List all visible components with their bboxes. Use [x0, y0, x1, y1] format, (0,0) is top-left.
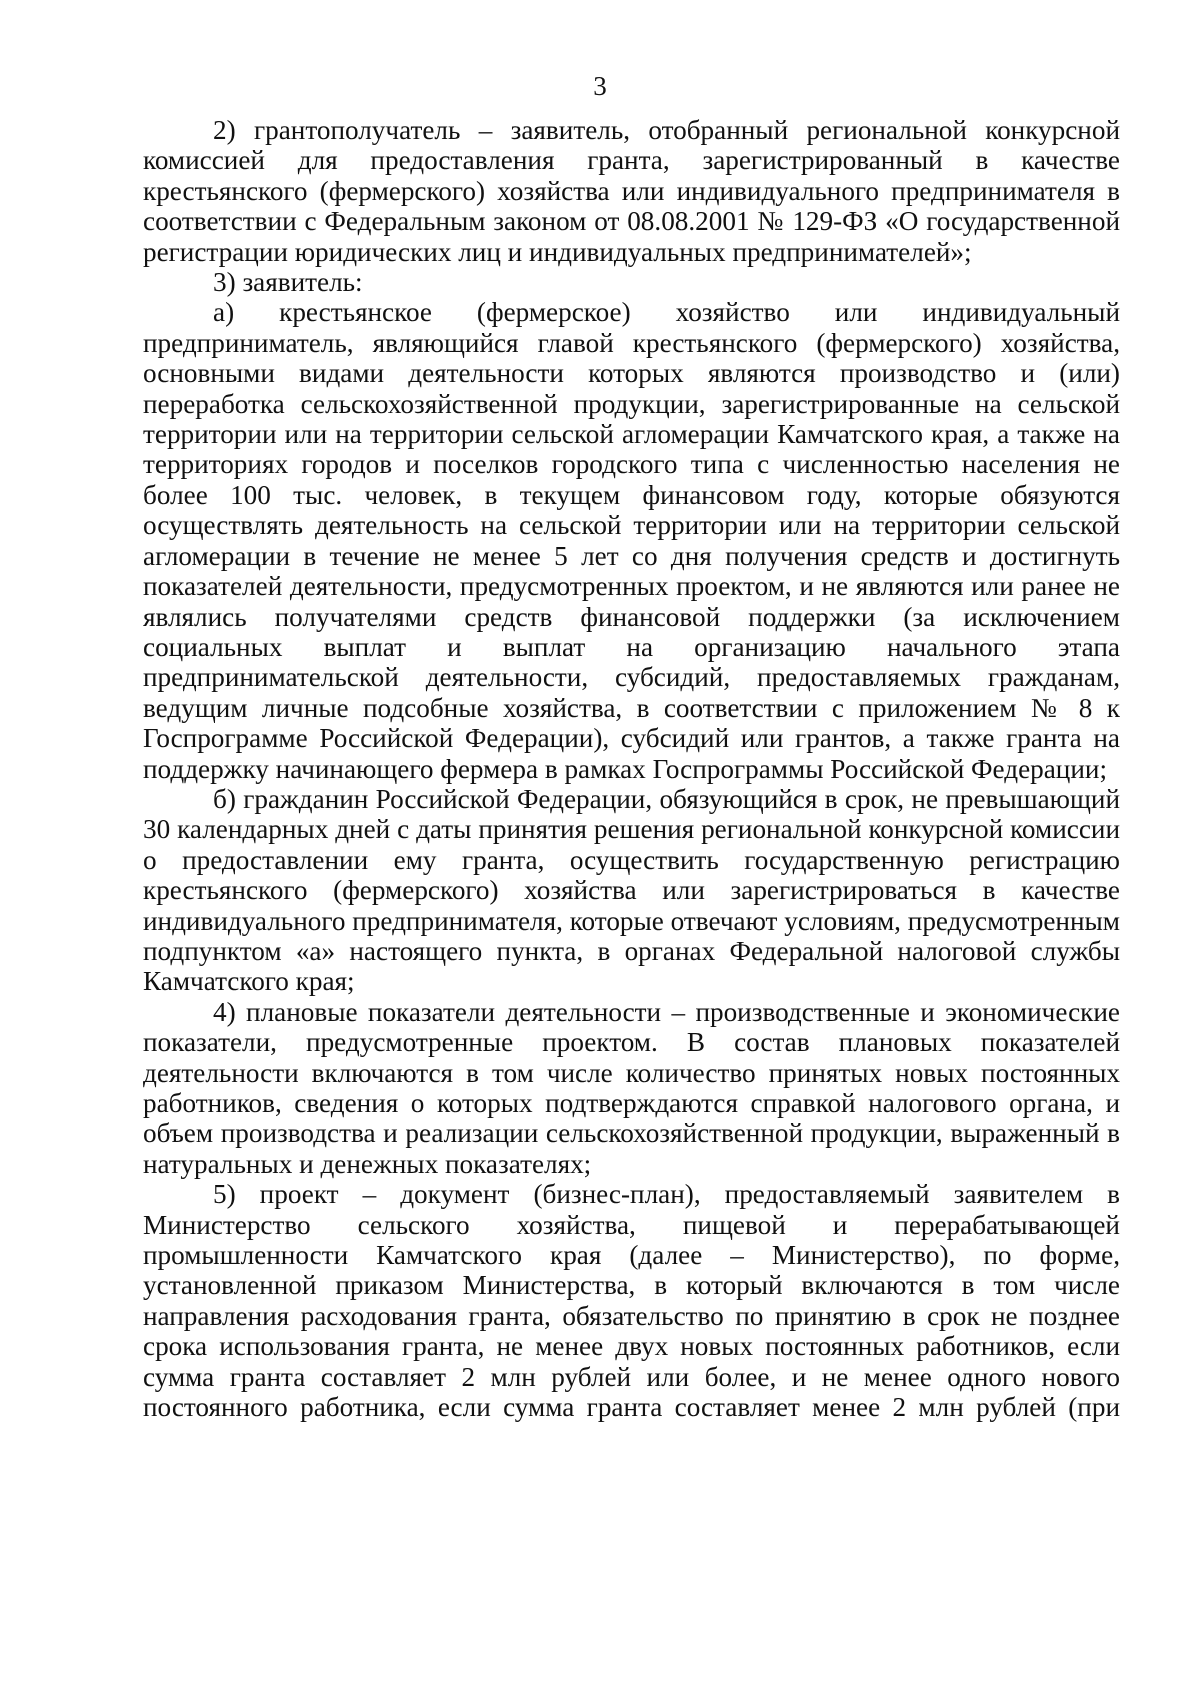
paragraph-grant-recipient: 2) грантополучатель – заявитель, отобранный региональной конкурсной комиссией для предоставления гранта, зарегистрированный в качестве крестьянского (фермерского) хозяйства или индивидуального предпринимателя в соответствии с Федеральным законом от 08.08.2001 № 129-ФЗ «О государственной регистрации юридических лиц и индивидуальных предпринимателей»; — [143, 115, 1120, 267]
document-body — [143, 115, 1120, 1422]
paragraph-applicant-b: б) гражданин Российской Федерации, обязующийся в срок, не превышающий 30 календарных дней с даты принятия решения региональной конкурсной комиссии о предоставлении ему гранта, осуществить государственную регистрацию крестьянского (фермерского) хозяйства или зарегистрироваться в качестве индивидуального предпринимателя, которые отвечают условиям, предусмотренным подпунктом «а» настоящего пункта, в органах Федеральной налоговой службы Камчатского края; — [143, 783, 1120, 997]
paragraph-applicant-heading: 3) заявитель: — [213, 267, 363, 298]
page-number: 3 — [593, 71, 607, 101]
paragraph-applicant-a: а) крестьянское (фермерское) хозяйство или индивидуальный предприниматель, являющийся главой крестьянского (фермерского) хозяйства, основными видами деятельности которых являются производство и (или) переработка сельскохозяйственной продукции, зарегистрированные на сельской территории или на территории сельской агломерации Камчатского края, а также на территориях городов и поселков городского типа с численностью населения не более 100 тыс. человек, в текущем финансовом году, которые обязуются осуществлять деятельность на сельской территории или на территории сельской агломерации в течение не менее 5 лет со дня получения средств и достигнуть показателей деятельности, предусмотренных проектом, и не являются или ранее не являлись получателями средств финансовой поддержки (за исключением социальных выплат и выплат на организацию начального этапа предпринимательской деятельности, субсидий, предоставляемых гражданам, ведущим личные подсобные хозяйства, в соответствии с приложением № 8 к Госпрограмме Российской Федерации), субсидий или грантов, а также гранта на поддержку начинающего фермера в рамках Госпрограммы Российской Федерации; — [143, 297, 1120, 784]
paragraph-project: 5) проект – документ (бизнес-план), предоставляемый заявителем в Министерство сельского хозяйства, пищевой и перерабатывающей промышленности Камчатского края (далее – Министерство), по форме, установленной приказом Министерства, в который включаются в том числе направления расходования гранта, обязательство по принятию в срок не позднее срока использования гранта, не менее двух новых постоянных работников, если сумма гранта составляет 2 млн рублей или более, и не менее одного нового постоянного работника, если сумма гранта составляет менее 2 млн рублей (при — [143, 1179, 1120, 1423]
paragraph-planned-indicators: 4) плановые показатели деятельности – производственные и экономические показатели, предусмотренные проектом. В состав плановых показателей деятельности включаются в том числе количество принятых новых постоянных работников, сведения о которых подтверждаются справкой налогового органа, и объем производства и реализации сельскохозяйственной продукции, выраженный в натуральных и денежных показателях; — [143, 996, 1120, 1179]
